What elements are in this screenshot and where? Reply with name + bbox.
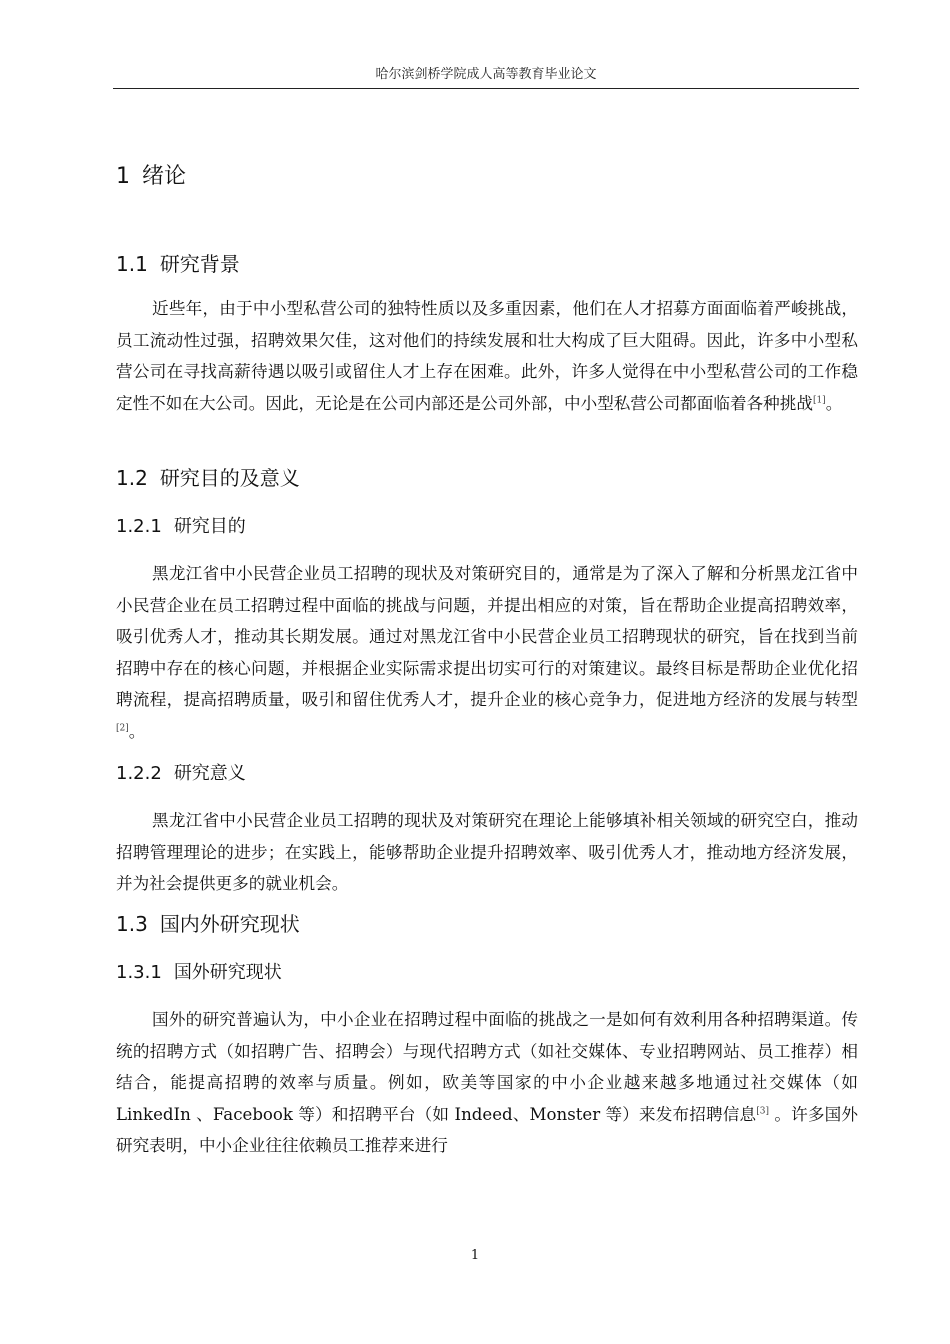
paragraph-end: 。 bbox=[825, 393, 843, 413]
subsection-heading-1-2-2 bbox=[116, 761, 246, 787]
subsection-number: 1.2.1 bbox=[116, 516, 162, 537]
paragraph-research-background bbox=[116, 293, 858, 419]
subsection-title: 国外研究现状 bbox=[173, 962, 282, 983]
citation-ref: [2] bbox=[116, 722, 129, 733]
paragraph-research-purpose bbox=[116, 558, 858, 747]
section-heading-1-3 bbox=[116, 910, 300, 938]
subsection-number: 1.2.2 bbox=[116, 763, 162, 784]
paragraph-text: 近些年，由于中小型私营公司的独特性质以及多重因素，他们在人才招募方面面临着严峻挑战，员工流动性过强，招聘效果欠佳，这对他们的持续发展和壮大构成了巨大阻碍。因此，许多中小型私营公司在寻找高薪待遇以吸引或留住人才上存在困难。此外，许多人觉得在中小型私营公司的工作稳定性不如在大公司。因此，无论是在公司内部还是公司外部，中小型私营公司都面临着各种挑战 bbox=[116, 299, 858, 413]
paragraph-end: 。许多国外研究表明，中小企业往往依赖员工推荐来进行 bbox=[116, 1104, 858, 1155]
section-title: 研究目的及意义 bbox=[159, 466, 300, 490]
section-number: 1.3 bbox=[116, 912, 148, 936]
header-title: 哈尔滨剑桥学院成人高等教育毕业论文 bbox=[375, 67, 597, 82]
section-title: 国内外研究现状 bbox=[159, 912, 300, 936]
paragraph-research-significance bbox=[116, 805, 858, 900]
section-heading-1-1 bbox=[116, 250, 240, 278]
running-header bbox=[113, 66, 859, 89]
section-heading-1-2 bbox=[116, 464, 300, 492]
paragraph-foreign-research bbox=[116, 1004, 858, 1162]
paragraph-end: 。 bbox=[128, 721, 146, 741]
paragraph-text: 黑龙江省中小民营企业员工招聘的现状及对策研究在理论上能够填补相关领域的研究空白，推动招聘管理理论的进步；在实践上，能够帮助企业提升招聘效率、吸引优秀人才，推动地方经济发展，并为社会提供更多的就业机会。 bbox=[116, 811, 858, 893]
chapter-title: 绪论 bbox=[142, 164, 187, 189]
subsection-heading-1-2-1 bbox=[116, 514, 246, 540]
citation-ref: [1] bbox=[812, 394, 826, 405]
paragraph-text: 黑龙江省中小民营企业员工招聘的现状及对策研究目的，通常是为了深入了解和分析黑龙江省中小民营企业在员工招聘过程中面临的挑战与问题，并提出相应的对策，旨在帮助企业提高招聘效率，吸引优秀人才，推动其长期发展。通过对黑龙江省中小民营企业员工招聘现状的研究，旨在找到当前招聘中存在的核心问题，并根据企业实际需求提出切实可行的对策建议。最终目标是帮助企业优化招聘流程，提高招聘质量，吸引和留住优秀人才，提升企业的核心竞争力，促进地方经济的发展与转型 bbox=[116, 564, 858, 709]
citation-ref: [3] bbox=[756, 1105, 769, 1116]
subsection-heading-1-3-1 bbox=[116, 960, 282, 986]
subsection-number: 1.3.1 bbox=[116, 962, 162, 983]
page-footer bbox=[0, 1248, 950, 1263]
subsection-title: 研究目的 bbox=[173, 516, 246, 537]
paragraph-text: 国外的研究普遍认为，中小企业在招聘过程中面临的挑战之一是如何有效利用各种招聘渠道。传统的招聘方式（如招聘广告、招聘会）与现代招聘方式（如社交媒体、专业招聘网站、员工推荐）相结合，能提高招聘的效率与质量。例如，欧美等国家的中小企业越来越多地通过社交媒体（如 LinkedIn 、Facebook 等）和招聘平台（如 Indeed、Monster 等）来发布招聘信息 bbox=[116, 1010, 858, 1124]
section-title: 研究背景 bbox=[159, 252, 240, 276]
section-number: 1.2 bbox=[116, 466, 148, 490]
section-number: 1.1 bbox=[116, 252, 148, 276]
chapter-number: 1 bbox=[116, 164, 130, 189]
subsection-title: 研究意义 bbox=[173, 763, 246, 784]
chapter-heading bbox=[116, 162, 186, 192]
page-number: 1 bbox=[470, 1248, 480, 1263]
